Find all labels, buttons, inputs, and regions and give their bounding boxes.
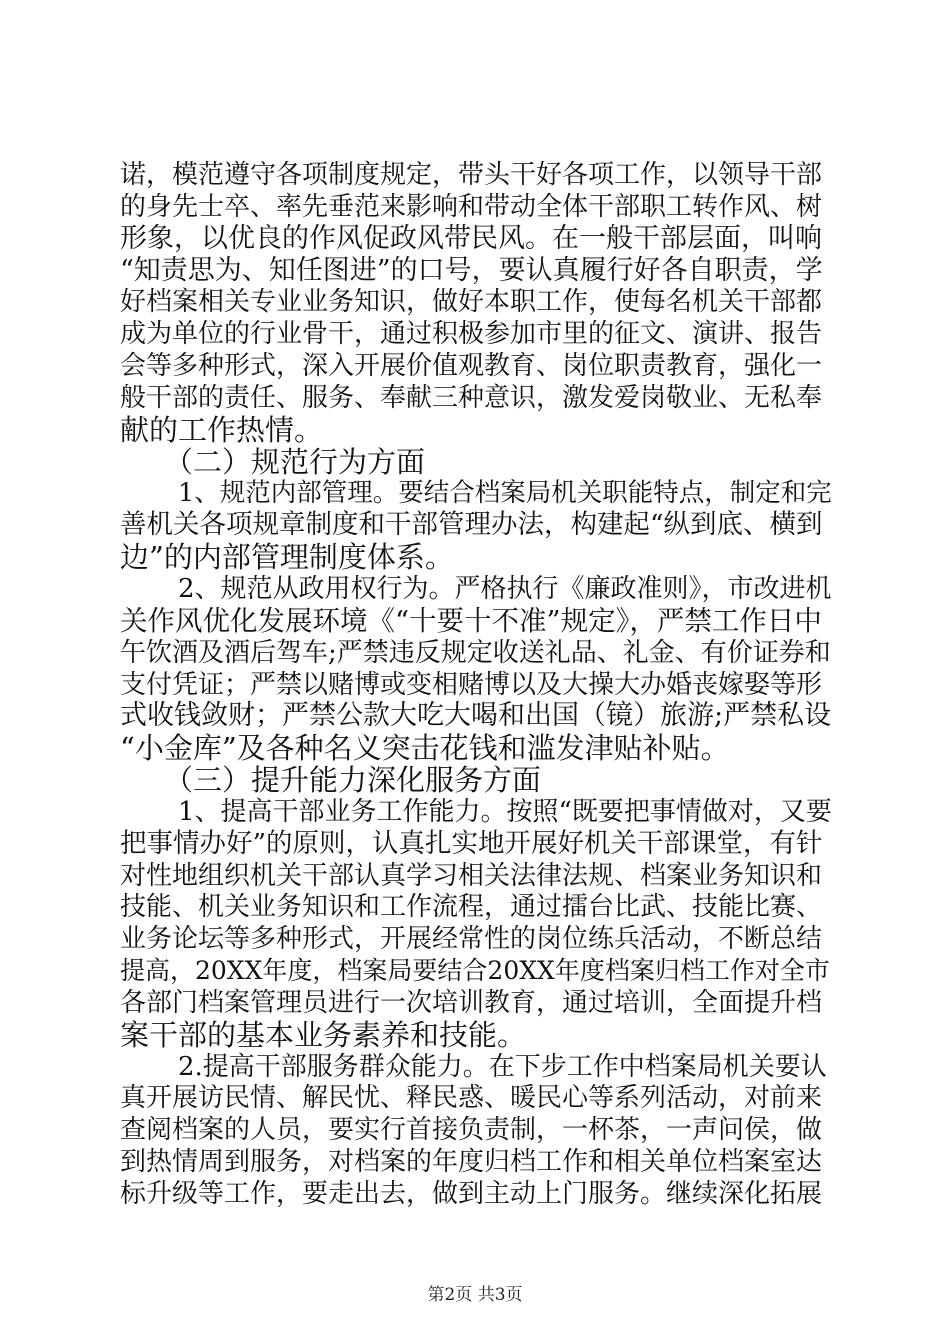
text-line: 查阅档案的人员，要实行首接负责制，一杯茶，一声问侯，做 [120, 1115, 823, 1145]
text-line: 标升级等工作，要走出去，做到主动上门服务。继续深化拓展 [120, 1179, 823, 1209]
section-heading: （三）提升能力深化服务方面 [164, 763, 542, 797]
text-line: 的身先士卒、率先垂范来影响和带动全体干部职工转作风、树 [120, 192, 823, 222]
text-line: 2、规范从政用权行为。严格执行《廉政准则》，市改进机 [178, 574, 832, 604]
text-line: 1、提高干部业务工作能力。按照“既要把事情做对，又要 [178, 797, 832, 827]
text-line: 献的工作热情。 [120, 413, 324, 447]
text-line: 各部门档案管理员进行一次培训教育，通过培训，全面提升档 [120, 988, 823, 1018]
text-line: 把事情办好”的原则，认真扎实地开展好机关干部课堂，有针 [120, 828, 823, 859]
text-line: 关作风优化发展环境《“十要十不准”规定》，严禁工作日中 [120, 605, 822, 637]
text-line: 般干部的责任、服务、奉献三种意识，激发爱岗敬业、无私奉 [120, 383, 823, 413]
text-line: 形象，以优良的作风促政风带民风。在一般干部层面，叫响 [120, 223, 822, 254]
text-line: 1、规范内部管理。要结合档案局机关职能特点，制定和完 [178, 478, 832, 508]
text-line: 到热情周到服务，对档案的年度归档工作和相关单位档案室达 [120, 1147, 823, 1177]
text-line: 好档案相关专业业务知识，做好本职工作，使每名机关干部都 [120, 287, 823, 317]
text-line: 对性地组织机关干部认真学习相关法律法规、档案业务知识和 [120, 861, 823, 891]
text-line: “知责思为、知任图进”的口号，要认真履行好各自职责，学 [120, 255, 823, 286]
text-line: 技能、机关业务知识和工作流程，通过擂台比武、技能比赛、 [120, 892, 823, 922]
text-line: 业务论坛等多种形式，开展经常性的岗位练兵活动，不断总结 [120, 924, 823, 954]
text-line: 2.提高干部服务群众能力。在下步工作中档案局机关要认 [178, 1052, 827, 1082]
section-heading: （二）规范行为方面 [164, 445, 426, 479]
text-line: 式收钱敛财；严禁公款大吃大喝和出国（镜）旅游;严禁私设 [120, 700, 832, 731]
text-line: 善机关各项规章制度和干部管理办法，构建起“纵到底、横到 [120, 509, 823, 540]
text-line: 会等多种形式，深入开展价值观教育、岗位职责教育，强化一 [120, 351, 823, 381]
text-line: “小金库”及各种名义突击花钱和滥发津贴补贴。 [120, 731, 730, 765]
text-line: 支付凭证；严禁以赌博或变相赌博以及大操大办婚丧嫁娶等形 [120, 670, 823, 700]
text-line: 成为单位的行业骨干，通过积极参加市里的征文、演讲、报告 [120, 319, 823, 349]
text-line: 提高，20XX年度，档案局要结合20XX年度档案归档工作对全市 [120, 956, 830, 985]
text-line: 真开展访民情、解民忧、释民惑、暖民心等系列活动，对前来 [120, 1083, 823, 1113]
text-line: 午饮酒及酒后驾车;严禁违反规定收送礼品、礼金、有价证券和 [120, 638, 831, 668]
text-line: 边”的内部管理制度体系。 [120, 540, 454, 574]
text-line: 案干部的基本业务素养和技能。 [120, 1018, 527, 1052]
text-line: 诺，模范遵守各项制度规定，带头干好各项工作，以领导干部 [120, 160, 823, 190]
page-number: 第2页 共3页 [427, 1285, 523, 1305]
